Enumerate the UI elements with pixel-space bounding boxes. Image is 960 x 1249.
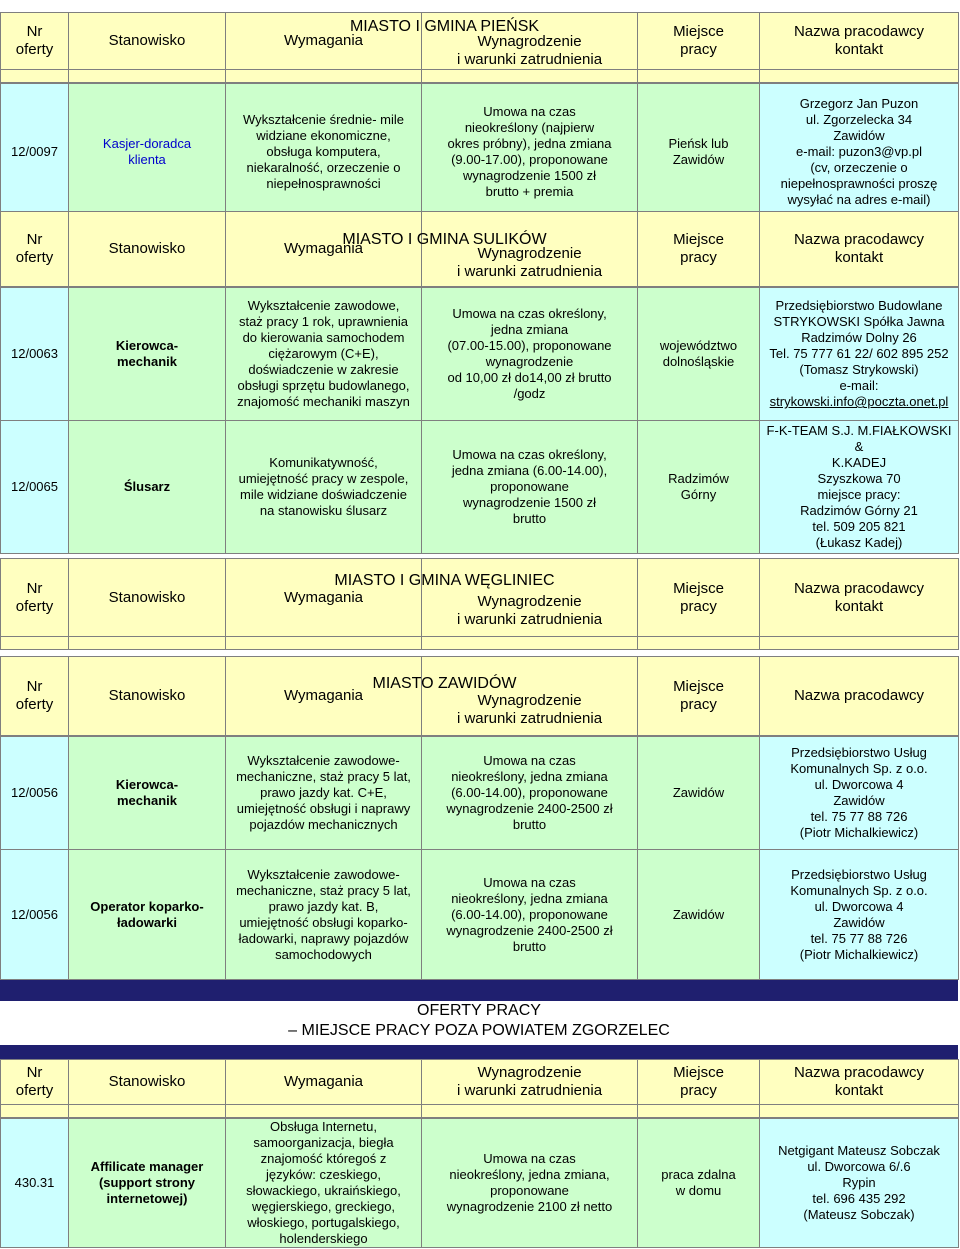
offer-wynagrodzenie: Umowa na czas nieokreślony (najpierw okres próbny), jedna zmiana (9.00-17.00), proponowane wynagrodzenie 1500 zł brutto + premia — [422, 84, 638, 220]
banner-line-2: – MIEJSCE PRACY POZA POWIATEM ZGORZELEC — [288, 1022, 670, 1039]
header-wynagrodzenie: MIASTO I GMINA SULIKÓW Wynagrodzenie i warunki zatrudnienia — [422, 212, 638, 287]
header-stanowisko: Stanowisko — [69, 212, 226, 287]
section-poza-powiatem — [0, 1059, 958, 1248]
section-title: MIASTO I GMINA PIEŃSK — [349, 18, 540, 35]
offer-pracodawca: Przedsiębiorstwo Budowlane STRYKOWSKI Spółka Jawna Radzimów Dolny 26 Tel. 75 777 61 22/ 602 895 252 (Tomasz Strykowski) e-mail: strykowski.info@poczta.onet.pl — [760, 288, 959, 421]
offer-pracodawca: Przedsiębiorstwo Usług Komunalnych Sp. z o.o. ul. Dworcowa 4 Zawidów tel. 75 77 88 726 (Piotr Michalkiewicz) — [760, 850, 959, 980]
offer-table — [0, 83, 959, 220]
offer-wynagrodzenie: Umowa na czas określony, jedna zmiana (07.00-15.00), proponowane wynagrodzenie od 10,00 zł do14,00 zł brutto /godz — [422, 288, 638, 421]
header-wymagania: Wymagania — [226, 559, 422, 637]
table-row — [1, 737, 959, 850]
table-row — [1, 288, 959, 421]
offer-wymagania: Wykształcenie zawodowe, staż pracy 1 rok, uprawnienia do kierowania samochodem ciężarowym (C+E), doświadczenie w zakresie obsługi sprzętu budowlanego, znajomość mechaniki maszyn — [226, 288, 422, 421]
offer-stanowisko: Operator koparko- ładowarki — [69, 850, 226, 980]
offer-miejsce: Zawidów — [638, 850, 760, 980]
offer-wymagania: Wykształcenie zawodowe- mechaniczne, staż pracy 5 lat, prawo jazdy kat. C+E, umiejętność obsługi i naprawy pojazdów mechanicznych — [226, 737, 422, 850]
banner-line-1: OFERTY PRACY — [417, 1002, 541, 1019]
header-nr: Nr oferty — [1, 657, 69, 736]
header-pracodawca: Nazwa pracodawcy kontakt — [760, 559, 959, 637]
header-wynagrodzenie: Wynagrodzenie i warunki zatrudnienia — [422, 1060, 638, 1105]
header-miejsce: Miejsce pracy — [638, 13, 760, 70]
offer-wymagania: Komunikatywność, umiejętność pracy w zespole, mile widziane doświadczenie na stanowisku ślusarz — [226, 421, 422, 554]
table-row — [1, 84, 959, 220]
offer-miejsce: województwo dolnośląskie — [638, 288, 760, 421]
offer-nr: 12/0063 — [1, 288, 69, 421]
table-row — [1, 850, 959, 980]
offer-miejsce: Zawidów — [638, 737, 760, 850]
offer-wynagrodzenie: Umowa na czas nieokreślony, jedna zmiana, proponowane wynagrodzenie 2100 zł netto — [422, 1119, 638, 1248]
offer-wymagania: Obsługa Internetu, samoorganizacja, biegła znajomość któregoś z języków: czeskiego, słowackiego, ukraińskiego, węgierskiego, greckiego, włoskiego, portugalskiego, holenderskiego — [226, 1119, 422, 1248]
offer-table — [0, 287, 959, 554]
section-title: MIASTO I GMINA WĘGLINIEC — [334, 572, 555, 589]
offer-nr: 12/0097 — [1, 84, 69, 220]
header-stanowisko: Stanowisko — [69, 1060, 226, 1105]
header-wymagania: Wymagania — [226, 13, 422, 70]
offer-pracodawca: F-K-TEAM S.J. M.FIAŁKOWSKI & K.KADEJ Szyszkowa 70 miejsce pracy: Radzimów Górny 21 tel. 509 205 821 (Łukasz Kadej) — [760, 421, 959, 554]
header-wynagrodzenie: MIASTO I GMINA PIEŃSK Wynagrodzenie i warunki zatrudnienia — [422, 13, 638, 70]
table-row — [1, 421, 959, 554]
header-stanowisko: Stanowisko — [69, 13, 226, 70]
offer-wynagrodzenie: Umowa na czas nieokreślony, jedna zmiana (6.00-14.00), proponowane wynagrodzenie 2400-2500 zł brutto — [422, 850, 638, 980]
header-wynagrodzenie: MIASTO ZAWIDÓW Wynagrodzenie i warunki zatrudnienia — [422, 657, 638, 736]
offer-stanowisko: Ślusarz — [69, 421, 226, 554]
section-title: MIASTO I GMINA SULIKÓW — [342, 231, 547, 248]
offer-stanowisko: Kierowca- mechanik — [69, 737, 226, 850]
offer-pracodawca: Grzegorz Jan Puzon ul. Zgorzelecka 34 Zawidów e-mail: puzon3@vp.pl (cv, orzeczenie o niepełnosprawności proszę wysyłać na adres e-mail) — [760, 84, 959, 220]
header-miejsce: Miejsce pracy — [638, 657, 760, 736]
employer-email-link[interactable]: strykowski.info@poczta.onet.pl — [769, 394, 949, 409]
header-pracodawca: Nazwa pracodawcy kontakt — [760, 13, 959, 70]
offer-pracodawca: Netgigant Mateusz Sobczak ul. Dworcowa 6/.6 Rypin tel. 696 435 292 (Mateusz Sobczak) — [760, 1119, 959, 1248]
offer-miejsce: Radzimów Górny — [638, 421, 760, 554]
offer-miejsce: Pieńsk lub Zawidów — [638, 84, 760, 220]
offer-stanowisko: Kasjer-doradca klienta — [69, 84, 226, 220]
offer-table — [0, 1118, 959, 1248]
offer-stanowisko: Kierowca- mechanik — [69, 288, 226, 421]
offer-pracodawca: Przedsiębiorstwo Usług Komunalnych Sp. z o.o. ul. Dworcowa 4 Zawidów tel. 75 77 88 726 (Piotr Michalkiewicz) — [760, 737, 959, 850]
header-miejsce: Miejsce pracy — [638, 212, 760, 287]
header-nr: Nr oferty — [1, 559, 69, 637]
header-wymagania: Wymagania — [226, 212, 422, 287]
offer-table — [0, 736, 959, 980]
section-sulikow — [0, 211, 958, 554]
header-nr: Nr oferty — [1, 13, 69, 70]
offer-nr: 430.31 — [1, 1119, 69, 1248]
header-pracodawca: Nazwa pracodawcy kontakt — [760, 1060, 959, 1105]
header-wymagania: Wymagania — [226, 657, 422, 736]
banner-poza-powiatem — [0, 1001, 958, 1045]
header-nr: Nr oferty — [1, 212, 69, 287]
header-miejsce: Miejsce pracy — [638, 1060, 760, 1105]
header-wynagrodzenie: MIASTO I GMINA WĘGLINIEC Wynagrodzenie i warunki zatrudnienia — [422, 559, 638, 637]
header-pracodawca: Nazwa pracodawcy kontakt — [760, 212, 959, 287]
table-row — [1, 1119, 959, 1248]
section-title: MIASTO ZAWIDÓW — [372, 675, 517, 692]
offer-nr: 12/0056 — [1, 737, 69, 850]
header-miejsce: Miejsce pracy — [638, 559, 760, 637]
offer-nr: 12/0056 — [1, 850, 69, 980]
header-nr: Nr oferty — [1, 1060, 69, 1105]
offer-nr: 12/0065 — [1, 421, 69, 554]
header-stanowisko: Stanowisko — [69, 559, 226, 637]
section-weglinec — [0, 558, 958, 650]
header-stanowisko: Stanowisko — [69, 657, 226, 736]
header-wymagania: Wymagania — [226, 1060, 422, 1105]
offer-wynagrodzenie: Umowa na czas nieokreślony, jedna zmiana (6.00-14.00), proponowane wynagrodzenie 2400-2500 zł brutto — [422, 737, 638, 850]
offer-wynagrodzenie: Umowa na czas określony, jedna zmiana (6.00-14.00), proponowane wynagrodzenie 1500 zł brutto — [422, 421, 638, 554]
offer-miejsce: praca zdalna w domu — [638, 1119, 760, 1248]
offer-wymagania: Wykształcenie zawodowe- mechaniczne, staż pracy 5 lat, prawo jazdy kat. B, umiejętność obsługi koparko- ładowarki, naprawy pojazdów samochodowych — [226, 850, 422, 980]
header-pracodawca: Nazwa pracodawcy — [760, 657, 959, 736]
offer-stanowisko: Affilicate manager (support strony internetowej) — [69, 1119, 226, 1248]
offer-wymagania: Wykształcenie średnie- mile widziane ekonomiczne, obsługa komputera, niekaralność, orzeczenie o niepełnosprawności — [226, 84, 422, 220]
section-piensk — [0, 12, 958, 220]
section-zawidow — [0, 656, 958, 980]
